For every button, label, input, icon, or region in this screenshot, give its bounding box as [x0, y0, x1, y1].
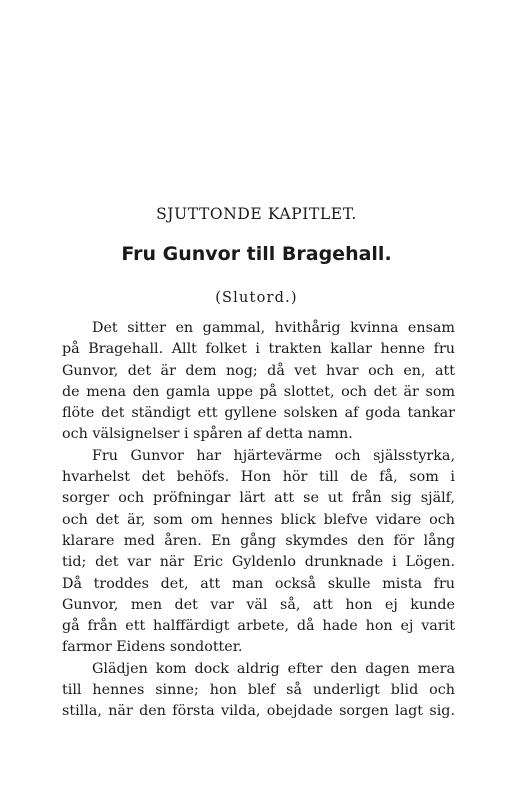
text-line: gå från ett halffärdigt arbete, då hade hon ej varit — [62, 618, 455, 635]
text-line: klarare med åren. En gång skymdes den för lång — [62, 532, 455, 549]
text-line: tid; det var när Eric Gyldenlo drunknade i Lögen. — [62, 554, 455, 571]
body-text — [62, 318, 455, 723]
text-line: stilla, när den första vilda, obejdade sorgen lagt sig. — [62, 703, 455, 720]
text-line: de mena den gamla uppe på slottet, och det är som — [62, 383, 455, 400]
text-line: sorger och pröfningar lärt att se ut från sig själf, — [62, 490, 455, 507]
text-line: och det är, som om hennes blick blefve vidare och — [62, 511, 455, 528]
text-line: hvarhelst det behöfs. Hon hör till de få, som i — [62, 469, 455, 486]
text-line: och välsignelser i spåren af detta namn. — [62, 426, 353, 443]
text-line: Fru Gunvor har hjärtevärme och själsstyrka, — [92, 447, 455, 464]
text-line: farmor Eidens sondotter. — [62, 639, 243, 656]
text-line: Då troddes det, att man också skulle mista fru — [62, 575, 455, 592]
text-line: Det sitter en gammal, hvithårig kvinna ensam — [92, 320, 455, 336]
text-line: på Bragehall. Allt folket i trakten kallar henne fru — [62, 341, 455, 358]
text-line: Gunvor, det är dem nog; då vet hvar och en, att — [62, 362, 455, 379]
chapter-subtitle: (Slutord.) — [215, 290, 298, 306]
chapter-heading: SJUTTONDE KAPITLET. — [156, 205, 357, 223]
text-line: flöte det ständigt ett gyllene solsken af goda tankar — [62, 405, 455, 422]
text-line: Glädjen kom dock aldrig efter den dagen mera — [92, 660, 455, 677]
chapter-title: Fru Gunvor till Bragehall. — [121, 243, 392, 265]
text-line: Gunvor, men det var väl så, att hon ej kunde — [62, 596, 455, 613]
text-line: till hennes sinne; hon blef så underligt blid och — [62, 682, 455, 699]
